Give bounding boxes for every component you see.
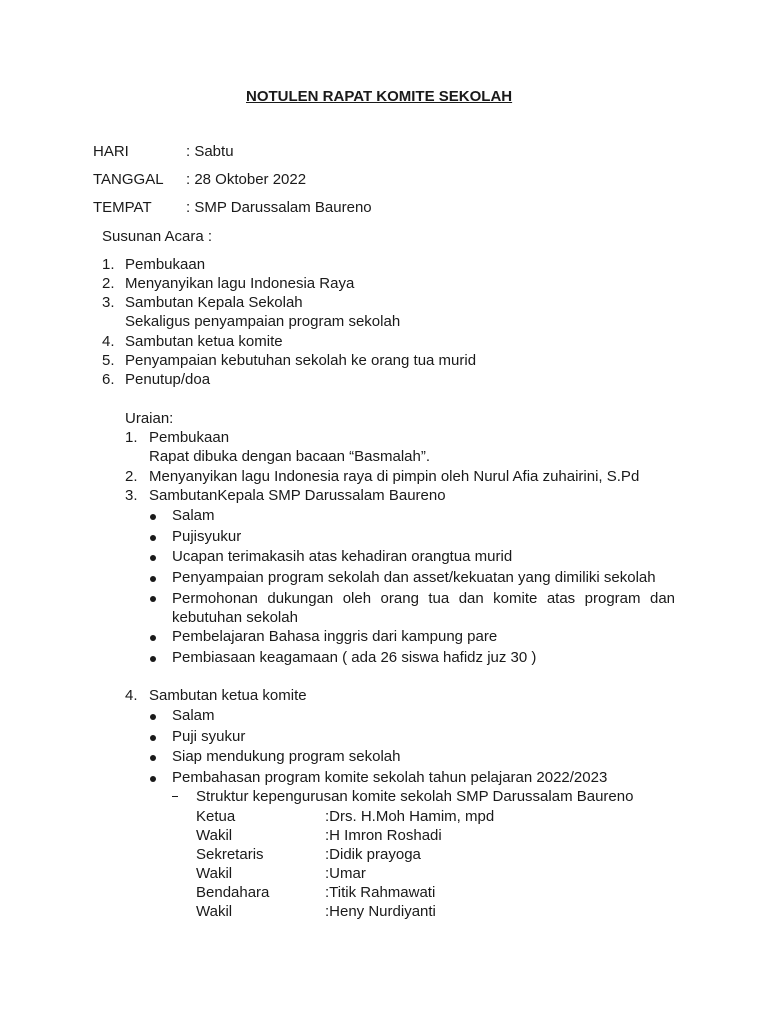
list-item: Penutup/doa <box>125 371 211 388</box>
document-title: NOTULEN RAPAT KOMITE SEKOLAH <box>246 88 513 105</box>
list-item-continuation: Sekaligus penyampaian program sekolah <box>125 313 401 330</box>
bullet-icon <box>150 576 156 582</box>
bullet-icon <box>150 596 156 602</box>
list-number: 1. <box>102 256 115 273</box>
bullet-icon <box>150 555 156 561</box>
bullet-icon <box>150 535 156 541</box>
bullet-icon <box>150 656 156 662</box>
uraian-number: 3. <box>125 487 138 504</box>
uraian-item: SambutanKepala SMP Darussalam Baureno <box>149 487 446 504</box>
info-label-tempat: TEMPAT <box>93 199 152 216</box>
uraian-detail: Rapat dibuka dengan bacaan “Basmalah”. <box>149 448 431 465</box>
bullet-text: Pembelajaran Bahasa inggris dari kampung pare <box>172 628 498 645</box>
info-label-hari: HARI <box>93 143 129 160</box>
list-item: Sambutan Kepala Sekolah <box>125 294 303 311</box>
sub-item-text: Struktur kepengurusan komite sekolah SMP Darussalam Baureno <box>196 788 634 805</box>
info-value-hari: : Sabtu <box>186 143 234 160</box>
struktur-role: Sekretaris <box>196 846 264 863</box>
struktur-role: Wakil <box>196 865 233 882</box>
info-value-tempat: : SMP Darussalam Baureno <box>186 199 372 216</box>
uraian-number: 1. <box>125 429 138 446</box>
struktur-name: :Umar <box>325 865 366 882</box>
susunan-heading: Susunan Acara : <box>102 228 213 245</box>
list-item: Penyampaian kebutuhan sekolah ke orang tua murid <box>125 352 477 369</box>
dash-icon <box>172 796 178 797</box>
bullet-icon <box>150 714 156 720</box>
struktur-name: :H Imron Roshadi <box>325 827 442 844</box>
list-item: Pembukaan <box>125 256 206 273</box>
bullet-text: Pembiasaan keagamaan ( ada 26 siswa hafidz juz 30 ) <box>172 649 537 666</box>
bullet-icon <box>150 735 156 741</box>
uraian-number: 4. <box>125 687 138 704</box>
struktur-name: :Didik prayoga <box>325 846 421 863</box>
struktur-role: Bendahara <box>196 884 270 901</box>
list-number: 3. <box>102 294 115 311</box>
list-item: Sambutan ketua komite <box>125 333 283 350</box>
bullet-text: Pembahasan program komite sekolah tahun pelajaran 2022/2023 <box>172 769 608 786</box>
list-item: Menyanyikan lagu Indonesia Raya <box>125 275 355 292</box>
bullet-text: Siap mendukung program sekolah <box>172 748 401 765</box>
uraian-heading: Uraian: <box>125 410 174 427</box>
uraian-item: Pembukaan <box>149 429 230 446</box>
list-number: 6. <box>102 371 115 388</box>
struktur-name: :Drs. H.Moh Hamim, mpd <box>325 808 495 825</box>
uraian-item: Sambutan ketua komite <box>149 687 307 704</box>
struktur-role: Ketua <box>196 808 236 825</box>
uraian-number: 2. <box>125 468 138 485</box>
list-number: 4. <box>102 333 115 350</box>
list-number: 5. <box>102 352 115 369</box>
bullet-icon <box>150 635 156 641</box>
info-label-tanggal: TANGGAL <box>93 171 164 188</box>
uraian-item: Menyanyikan lagu Indonesia raya di pimpin oleh Nurul Afia zuhairini, S.Pd <box>149 468 640 485</box>
bullet-text: Ucapan terimakasih atas kehadiran orangtua murid <box>172 548 513 565</box>
bullet-text: Salam <box>172 707 215 724</box>
struktur-role: Wakil <box>196 903 233 920</box>
bullet-icon <box>150 776 156 782</box>
bullet-text: Penyampaian program sekolah dan asset/kekuatan yang dimiliki sekolah <box>172 569 656 586</box>
bullet-text: Pujisyukur <box>172 528 242 545</box>
bullet-icon <box>150 755 156 761</box>
bullet-text: Permohonan dukungan oleh orang tua dan komite atas program dan kebutuhan sekolah <box>172 590 675 626</box>
bullet-text: Salam <box>172 507 215 524</box>
bullet-text: Puji syukur <box>172 728 246 745</box>
struktur-name: :Titik Rahmawati <box>325 884 436 901</box>
list-number: 2. <box>102 275 115 292</box>
struktur-name: :Heny Nurdiyanti <box>325 903 436 920</box>
bullet-icon <box>150 514 156 520</box>
info-value-tanggal: : 28 Oktober 2022 <box>186 171 307 188</box>
struktur-role: Wakil <box>196 827 233 844</box>
